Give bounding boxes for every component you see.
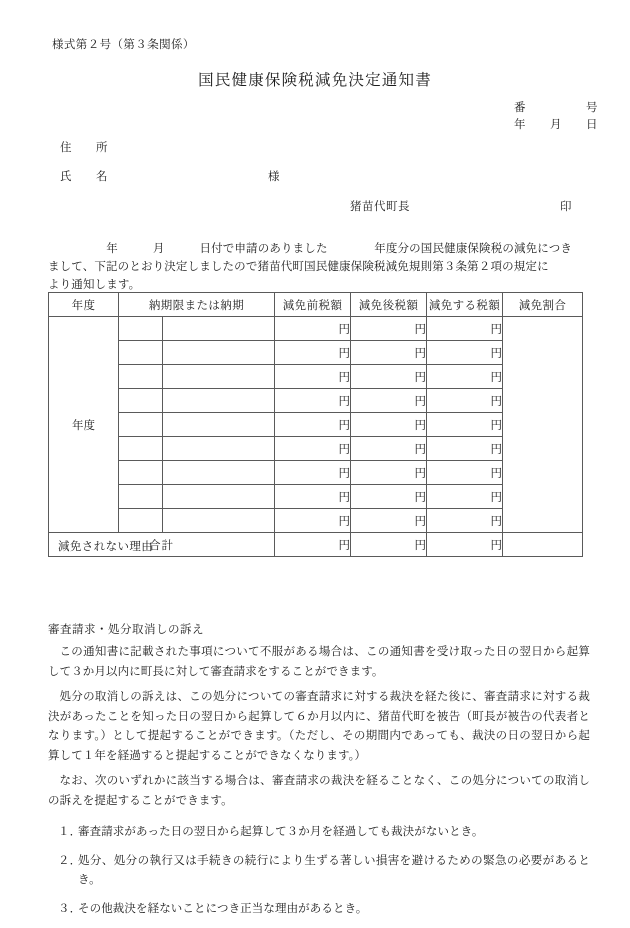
cell-tax-before[interactable]: 円	[275, 365, 351, 389]
cell-due-a[interactable]	[119, 461, 163, 485]
appeal-section-heading: 審査請求・処分取消しの訴え	[48, 624, 204, 636]
cell-tax-before[interactable]: 円	[275, 485, 351, 509]
cell-total-after[interactable]: 円	[351, 533, 427, 557]
list-item	[48, 852, 590, 891]
cell-tax-after[interactable]: 円	[351, 317, 427, 341]
reduction-table-wrapper	[48, 292, 582, 557]
cell-due-b[interactable]	[163, 389, 275, 413]
cell-total-rate[interactable]	[503, 533, 583, 557]
cell-reduction-rate-merged[interactable]	[503, 317, 583, 533]
cell-tax-reduced[interactable]: 円	[427, 317, 503, 341]
table-row	[49, 341, 583, 365]
cell-due-b[interactable]	[163, 413, 275, 437]
cell-due-b[interactable]	[163, 509, 275, 533]
cell-tax-after[interactable]: 円	[351, 437, 427, 461]
cell-due-a[interactable]	[119, 509, 163, 533]
table-row	[49, 485, 583, 509]
cell-tax-before[interactable]: 円	[275, 509, 351, 533]
cell-tax-reduced[interactable]: 円	[427, 389, 503, 413]
cell-due-b[interactable]	[163, 341, 275, 365]
list-item-text: 処分、処分の執行又は手続きの続行により生ずる著しい損害を避けるための緊急の必要があるとき。	[78, 854, 590, 886]
cell-tax-reduced[interactable]: 円	[427, 341, 503, 365]
appeal-section-body	[48, 643, 590, 928]
cell-due-a[interactable]	[119, 437, 163, 461]
table-header-row	[49, 293, 583, 317]
appeal-paragraph-3: なお、次のいずれかに該当する場合は、審査請求の裁決を経ることなく、この処分についての取消しの訴えを提起することができます。	[48, 775, 590, 807]
appeal-paragraph-1: この通知書に記載された事項について不服がある場合は、この通知書を受け取った日の翌日から起算して３か月以内に町長に対して審査請求をすることができます。	[48, 646, 590, 678]
cell-tax-reduced[interactable]: 円	[427, 485, 503, 509]
table-header	[49, 293, 583, 317]
appeal-exception-list	[48, 823, 590, 919]
intro-line-3: より通知します。	[48, 279, 141, 291]
cell-tax-reduced[interactable]: 円	[427, 413, 503, 437]
cell-tax-after[interactable]: 円	[351, 509, 427, 533]
cell-year-merged[interactable]: 年度	[49, 317, 119, 533]
cell-tax-after[interactable]: 円	[351, 341, 427, 365]
reduction-table	[48, 292, 583, 557]
cell-tax-after[interactable]: 円	[351, 389, 427, 413]
column-header-tax-after: 減免後税額	[351, 293, 427, 317]
table-row	[49, 389, 583, 413]
column-header-tax-reduced: 減免する税額	[427, 293, 503, 317]
cell-tax-after[interactable]: 円	[351, 485, 427, 509]
page-title: 国民健康保険税減免決定通知書	[198, 72, 432, 89]
table-body	[49, 317, 583, 557]
column-header-reduction-rate: 減免割合	[503, 293, 583, 317]
cell-tax-after[interactable]: 円	[351, 461, 427, 485]
cell-due-a[interactable]	[119, 317, 163, 341]
cell-tax-reduced[interactable]: 円	[427, 509, 503, 533]
name-honorific: 様	[268, 171, 280, 183]
column-header-year: 年度	[49, 293, 119, 317]
column-header-tax-before: 減免前税額	[275, 293, 351, 317]
cell-due-b[interactable]	[163, 461, 275, 485]
cell-tax-after[interactable]: 円	[351, 365, 427, 389]
cell-total-label: 合計	[49, 533, 275, 557]
table-row	[49, 461, 583, 485]
cell-total-before[interactable]: 円	[275, 533, 351, 557]
cell-tax-reduced[interactable]: 円	[427, 365, 503, 389]
cell-due-b[interactable]	[163, 365, 275, 389]
cell-due-a[interactable]	[119, 365, 163, 389]
cell-tax-reduced[interactable]: 円	[427, 437, 503, 461]
document-number-block	[514, 100, 598, 134]
cell-tax-before[interactable]: 円	[275, 389, 351, 413]
intro-line-1: 年 月 日付で申請のありました 年度分の国民健康保険税の減免につき	[48, 243, 573, 255]
cell-tax-before[interactable]: 円	[275, 461, 351, 485]
no-reduction-reason-label: 減免されない理由	[58, 541, 154, 553]
table-row	[49, 365, 583, 389]
cell-tax-after[interactable]: 円	[351, 413, 427, 437]
list-item-number: ３．	[58, 902, 82, 915]
list-item-text: その他裁決を経ないことにつき正当な理由があるとき。	[78, 902, 368, 915]
form-number: 様式第２号（第３条関係）	[52, 39, 195, 51]
table-row	[49, 437, 583, 461]
list-item-text: 審査請求があった日の翌日から起算して３か月を経過しても裁決がないとき。	[78, 826, 484, 838]
table-row	[49, 317, 583, 341]
document-number-label: 番 号	[514, 102, 598, 114]
list-item-number: ２．	[58, 854, 82, 867]
document-date-label: 年 月 日	[514, 119, 598, 131]
cell-due-a[interactable]	[119, 341, 163, 365]
list-item	[48, 900, 590, 920]
table-row	[49, 509, 583, 533]
address-label: 住 所	[60, 142, 108, 154]
cell-tax-reduced[interactable]: 円	[427, 461, 503, 485]
table-row	[49, 413, 583, 437]
cell-due-b[interactable]	[163, 317, 275, 341]
cell-tax-before[interactable]: 円	[275, 413, 351, 437]
seal-icon: 印	[560, 201, 572, 213]
cell-due-b[interactable]	[163, 485, 275, 509]
appeal-paragraph-2: 処分の取消しの訴えは、この処分についての審査請求に対する裁決を経た後に、審査請求に対する裁決があったことを知った日の翌日から起算して６か月以内に、猪苗代町を被告（町長が被告の代表者となります。）として提起することができます。（ただし、その期間内であっても、裁決の日の翌日から起算して１年を経過すると提起することができなくなります。）	[48, 691, 590, 762]
cell-due-a[interactable]	[119, 485, 163, 509]
cell-total-reduced[interactable]: 円	[427, 533, 503, 557]
cell-tax-before[interactable]: 円	[275, 341, 351, 365]
intro-paragraph	[48, 240, 588, 294]
cell-tax-before[interactable]: 円	[275, 437, 351, 461]
list-item	[48, 823, 590, 843]
issuer-label: 猪苗代町長	[350, 201, 410, 213]
list-item-number: １．	[58, 826, 82, 838]
cell-due-a[interactable]	[119, 413, 163, 437]
cell-due-a[interactable]	[119, 389, 163, 413]
intro-line-2: まして、下記のとおり決定しましたので猪苗代町国民健康保険税減免規則第３条第２項の規定に	[48, 261, 549, 273]
cell-tax-before[interactable]: 円	[275, 317, 351, 341]
cell-due-b[interactable]	[163, 437, 275, 461]
name-label: 氏 名	[60, 171, 108, 183]
column-header-due-date: 納期限または納期	[119, 293, 275, 317]
